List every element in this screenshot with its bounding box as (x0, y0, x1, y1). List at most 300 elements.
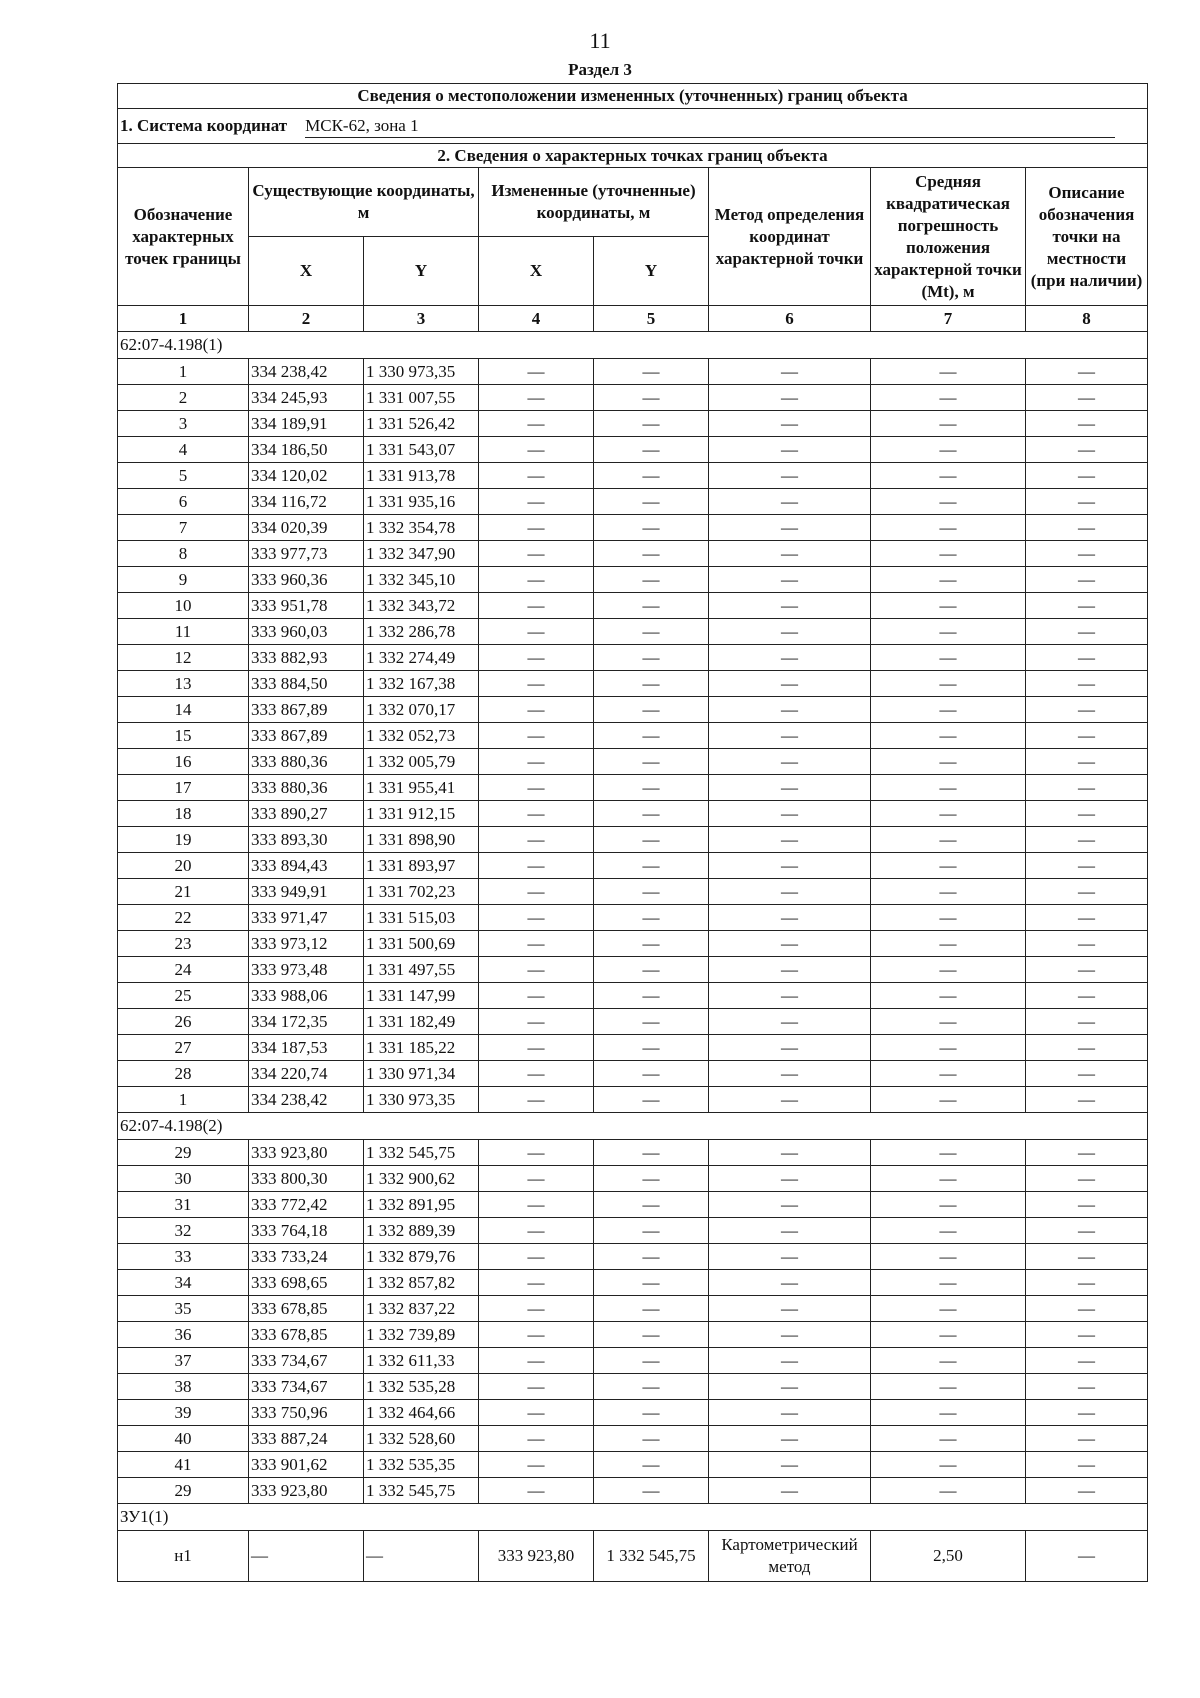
table-cell: — (871, 775, 1026, 801)
table-row (118, 931, 1148, 957)
table-cell: — (1026, 1087, 1148, 1113)
table-row (118, 983, 1148, 1009)
table-cell: 1 331 702,23 (364, 879, 479, 905)
table-cell: — (479, 385, 594, 411)
table-cell: — (709, 1218, 871, 1244)
table-cell: 333 960,03 (249, 619, 364, 645)
table-cell: 30 (118, 1166, 249, 1192)
table-cell: — (594, 1087, 709, 1113)
table-cell: — (479, 1061, 594, 1087)
table-cell: 1 331 500,69 (364, 931, 479, 957)
table-row (118, 827, 1148, 853)
table-cell: — (871, 905, 1026, 931)
table-cell: — (479, 1244, 594, 1270)
table-cell: 333 894,43 (249, 853, 364, 879)
table-cell: 1 331 935,16 (364, 489, 479, 515)
table-cell: 333 923,80 (479, 1531, 594, 1582)
table-cell: 40 (118, 1426, 249, 1452)
table-cell: 27 (118, 1035, 249, 1061)
table-cell: 14 (118, 697, 249, 723)
section-label: Раздел 3 (568, 60, 632, 79)
table-cell: — (871, 1166, 1026, 1192)
table-cell: — (1026, 1374, 1148, 1400)
table-title: Сведения о местоположении измененных (уточненных) границ объекта (118, 84, 1148, 109)
table-cell: — (1026, 437, 1148, 463)
table-cell: 9 (118, 567, 249, 593)
header-method: Метод определения координат характерной точки (709, 168, 871, 306)
table-cell: 21 (118, 879, 249, 905)
table-cell: 1 332 464,66 (364, 1400, 479, 1426)
table-cell: — (1026, 931, 1148, 957)
table-cell: — (594, 801, 709, 827)
table-cell: — (594, 697, 709, 723)
table-cell: 333 901,62 (249, 1452, 364, 1478)
table-row (118, 619, 1148, 645)
table-cell: 39 (118, 1400, 249, 1426)
table-cell: — (709, 385, 871, 411)
page-number: 11 (589, 28, 611, 53)
table-row (118, 1400, 1148, 1426)
table-cell: — (594, 541, 709, 567)
table-cell: — (871, 1087, 1026, 1113)
table-cell: 333 772,42 (249, 1192, 364, 1218)
table-cell: 1 331 913,78 (364, 463, 479, 489)
table-cell: 334 020,39 (249, 515, 364, 541)
table-cell: — (871, 1192, 1026, 1218)
table-cell: — (479, 1218, 594, 1244)
table-cell: — (1026, 1061, 1148, 1087)
table-cell: 38 (118, 1374, 249, 1400)
table-cell: 1 332 545,75 (364, 1140, 479, 1166)
table-cell: 13 (118, 671, 249, 697)
table-cell: — (709, 697, 871, 723)
table-cell: 4 (118, 437, 249, 463)
table-cell: — (709, 983, 871, 1009)
table-cell: 1 332 052,73 (364, 723, 479, 749)
table-cell: 333 880,36 (249, 749, 364, 775)
table-cell: — (1026, 775, 1148, 801)
table-cell: — (871, 1296, 1026, 1322)
table-cell: — (594, 385, 709, 411)
table-cell: 333 923,80 (249, 1478, 364, 1504)
table-cell: — (479, 1478, 594, 1504)
table-cell: — (871, 515, 1026, 541)
table-cell: 41 (118, 1452, 249, 1478)
table-row (118, 1296, 1148, 1322)
table-row (118, 541, 1148, 567)
table-cell: — (871, 1374, 1026, 1400)
table-cell: — (594, 1009, 709, 1035)
table-cell: — (479, 905, 594, 931)
table-cell: 333 893,30 (249, 827, 364, 853)
table-cell: — (594, 749, 709, 775)
table-cell: 1 332 889,39 (364, 1218, 479, 1244)
table-cell: — (871, 749, 1026, 775)
table-row (118, 593, 1148, 619)
table-cell: 32 (118, 1218, 249, 1244)
table-cell: — (1026, 1140, 1148, 1166)
table-cell: 1 332 274,49 (364, 645, 479, 671)
table-cell: — (594, 359, 709, 385)
table-cell: — (709, 1061, 871, 1087)
coordinate-system-value: МСК-62, зона 1 (305, 115, 1115, 138)
table-cell: — (1026, 801, 1148, 827)
table-cell: 1 330 971,34 (364, 1061, 479, 1087)
table-cell: — (871, 1009, 1026, 1035)
table-cell: — (479, 619, 594, 645)
table-row (118, 1192, 1148, 1218)
table-cell: — (479, 801, 594, 827)
table-cell: — (1026, 671, 1148, 697)
table-cell: — (479, 775, 594, 801)
table-cell: 35 (118, 1296, 249, 1322)
table-row (118, 905, 1148, 931)
table-cell: 31 (118, 1192, 249, 1218)
table-cell: — (594, 1244, 709, 1270)
table-row (118, 1218, 1148, 1244)
table-row (118, 1452, 1148, 1478)
table-cell: — (709, 671, 871, 697)
table-cell: — (709, 1478, 871, 1504)
table-cell: — (594, 671, 709, 697)
table-row (118, 801, 1148, 827)
table-cell: — (594, 1061, 709, 1087)
table-cell: — (709, 359, 871, 385)
table-cell: — (479, 1192, 594, 1218)
table-cell: — (709, 723, 871, 749)
table-cell: — (871, 463, 1026, 489)
table-row (118, 567, 1148, 593)
table-row (118, 775, 1148, 801)
table-cell: — (1026, 1426, 1148, 1452)
header-changed-coordinates: Измененные (уточненные) координаты, м (479, 168, 709, 237)
table-cell: 23 (118, 931, 249, 957)
table-cell: — (594, 983, 709, 1009)
table-cell: — (871, 1400, 1026, 1426)
column-number: 7 (871, 306, 1026, 332)
table-cell: — (709, 1192, 871, 1218)
table-cell: — (709, 1166, 871, 1192)
table-cell: — (1026, 723, 1148, 749)
table-cell: 334 187,53 (249, 1035, 364, 1061)
table-row (118, 489, 1148, 515)
table-cell: 334 189,91 (249, 411, 364, 437)
table-cell: — (1026, 1166, 1148, 1192)
table-cell: 1 331 497,55 (364, 957, 479, 983)
table-cell: — (1026, 1270, 1148, 1296)
table-cell: 1 332 611,33 (364, 1348, 479, 1374)
table-cell: — (709, 1400, 871, 1426)
table-cell: 333 890,27 (249, 801, 364, 827)
table-cell: 18 (118, 801, 249, 827)
table-cell: 24 (118, 957, 249, 983)
table-cell: — (871, 1218, 1026, 1244)
table-cell: — (709, 957, 871, 983)
table-cell: — (1026, 879, 1148, 905)
group-header: 62:07-4.198(2) (118, 1113, 1148, 1140)
table-cell: 334 238,42 (249, 1087, 364, 1113)
table-cell: — (479, 463, 594, 489)
table-cell: 2,50 (871, 1531, 1026, 1582)
table-cell: — (709, 801, 871, 827)
table-cell: — (479, 879, 594, 905)
table-cell: 17 (118, 775, 249, 801)
table-cell: — (479, 1270, 594, 1296)
table-cell: — (594, 1140, 709, 1166)
table-cell: — (479, 645, 594, 671)
table-cell: 11 (118, 619, 249, 645)
table-cell: — (709, 1270, 871, 1296)
table-cell: — (594, 593, 709, 619)
table-row (118, 1035, 1148, 1061)
table-cell: 1 332 354,78 (364, 515, 479, 541)
table-cell: 26 (118, 1009, 249, 1035)
table-cell: — (709, 541, 871, 567)
header-existing-coordinates: Существующие координаты, м (249, 168, 479, 237)
table-row (118, 749, 1148, 775)
table-cell: — (594, 1452, 709, 1478)
table-cell: 10 (118, 593, 249, 619)
table-cell: 333 973,48 (249, 957, 364, 983)
table-cell: — (1026, 1322, 1148, 1348)
coordinate-system-label: 1. Система координат (120, 115, 288, 135)
table-cell: — (709, 1296, 871, 1322)
table-cell: 1 332 545,75 (364, 1478, 479, 1504)
table-cell: — (594, 1374, 709, 1400)
table-cell: — (1026, 853, 1148, 879)
boundary-points-table (117, 83, 1148, 1582)
table-cell: 1 332 535,35 (364, 1452, 479, 1478)
table-cell: — (709, 1348, 871, 1374)
table-row (118, 359, 1148, 385)
table-cell: — (594, 827, 709, 853)
table-cell: — (594, 905, 709, 931)
table-cell: — (479, 931, 594, 957)
table-cell: — (594, 1348, 709, 1374)
table-cell: 22 (118, 905, 249, 931)
table-cell: — (594, 1218, 709, 1244)
table-cell: 334 186,50 (249, 437, 364, 463)
table-cell: — (709, 879, 871, 905)
table-cell: — (871, 489, 1026, 515)
table-cell: 1 331 185,22 (364, 1035, 479, 1061)
table-cell: — (594, 957, 709, 983)
column-number: 6 (709, 306, 871, 332)
table-cell: 333 734,67 (249, 1374, 364, 1400)
table-cell: — (871, 1061, 1026, 1087)
table-cell: 20 (118, 853, 249, 879)
table-cell: 1 (118, 359, 249, 385)
table-cell: — (871, 853, 1026, 879)
table-cell: — (709, 931, 871, 957)
table-cell: 334 238,42 (249, 359, 364, 385)
table-row (118, 1531, 1148, 1582)
table-cell: 7 (118, 515, 249, 541)
table-cell: 1 332 535,28 (364, 1374, 479, 1400)
table-cell: 333 923,80 (249, 1140, 364, 1166)
table-cell: — (479, 749, 594, 775)
table-cell: — (594, 645, 709, 671)
table-cell: — (1026, 1478, 1148, 1504)
group-header: ЗУ1(1) (118, 1504, 1148, 1531)
table-cell: — (479, 1009, 594, 1035)
table-cell: — (709, 1374, 871, 1400)
table-cell: 333 750,96 (249, 1400, 364, 1426)
table-cell: 1 331 543,07 (364, 437, 479, 463)
table-cell: — (1026, 619, 1148, 645)
table-cell: Картометрический метод (709, 1531, 871, 1582)
table-cell: — (479, 1452, 594, 1478)
table-row (118, 1140, 1148, 1166)
table-row (118, 1061, 1148, 1087)
table-cell: 1 331 147,99 (364, 983, 479, 1009)
table-cell: — (871, 437, 1026, 463)
table-cell: 19 (118, 827, 249, 853)
table-cell: — (709, 1322, 871, 1348)
table-cell: — (871, 593, 1026, 619)
table-cell: — (479, 515, 594, 541)
table-cell: — (1026, 515, 1148, 541)
table-cell: — (479, 853, 594, 879)
table-row (118, 671, 1148, 697)
table-cell: — (1026, 567, 1148, 593)
table-cell: — (1026, 385, 1148, 411)
table-cell: 16 (118, 749, 249, 775)
table-cell: 34 (118, 1270, 249, 1296)
table-cell: 1 331 898,90 (364, 827, 479, 853)
table-cell: — (1026, 1531, 1148, 1582)
table-cell: — (709, 749, 871, 775)
table-cell: — (709, 515, 871, 541)
table-cell: 333 678,85 (249, 1296, 364, 1322)
table-cell: — (1026, 1348, 1148, 1374)
table-cell: — (871, 801, 1026, 827)
table-cell: — (709, 1452, 871, 1478)
table-cell: — (594, 1322, 709, 1348)
table-cell: 334 220,74 (249, 1061, 364, 1087)
table-cell: — (709, 775, 871, 801)
table-cell: — (249, 1531, 364, 1582)
table-cell: — (479, 593, 594, 619)
table-cell: 1 332 837,22 (364, 1296, 479, 1322)
table-cell: 29 (118, 1478, 249, 1504)
table-cell: — (709, 1009, 871, 1035)
table-cell: 333 951,78 (249, 593, 364, 619)
table-cell: — (871, 827, 1026, 853)
column-number: 5 (594, 306, 709, 332)
table-cell: 333 977,73 (249, 541, 364, 567)
table-cell: — (479, 957, 594, 983)
table-cell: — (1026, 541, 1148, 567)
table-cell: 333 884,50 (249, 671, 364, 697)
table-cell: — (594, 489, 709, 515)
table-cell: — (1026, 1218, 1148, 1244)
table-cell: — (594, 853, 709, 879)
table-cell: — (479, 983, 594, 1009)
table-cell: 334 120,02 (249, 463, 364, 489)
table-cell: — (594, 619, 709, 645)
table-cell: — (1026, 1244, 1148, 1270)
table-cell: 1 331 182,49 (364, 1009, 479, 1035)
table-cell: — (709, 853, 871, 879)
column-number: 4 (479, 306, 594, 332)
table-cell: — (594, 723, 709, 749)
group-header: 62:07-4.198(1) (118, 332, 1148, 359)
table-row (118, 723, 1148, 749)
table-cell: 1 332 891,95 (364, 1192, 479, 1218)
table-row (118, 879, 1148, 905)
table-row (118, 853, 1148, 879)
table-cell: 29 (118, 1140, 249, 1166)
table-row (118, 1009, 1148, 1035)
table-cell: 1 332 857,82 (364, 1270, 479, 1296)
table-cell: 333 887,24 (249, 1426, 364, 1452)
table-row (118, 463, 1148, 489)
table-cell: 333 867,89 (249, 697, 364, 723)
table-row (118, 437, 1148, 463)
table-row (118, 411, 1148, 437)
table-cell: — (594, 1192, 709, 1218)
table-cell: — (871, 671, 1026, 697)
header-point-designation: Обозначение характерных точек границы (118, 168, 249, 306)
column-number: 2 (249, 306, 364, 332)
table-cell: — (479, 1166, 594, 1192)
table-cell: — (871, 697, 1026, 723)
table-cell: — (479, 1426, 594, 1452)
table-cell: 333 949,91 (249, 879, 364, 905)
table-cell: 333 764,18 (249, 1218, 364, 1244)
table-row (118, 645, 1148, 671)
table-cell: — (871, 1140, 1026, 1166)
table-cell: — (871, 411, 1026, 437)
table-cell: 1 331 526,42 (364, 411, 479, 437)
table-cell: 333 973,12 (249, 931, 364, 957)
table-cell: — (709, 645, 871, 671)
table-cell: 334 245,93 (249, 385, 364, 411)
table-cell: 25 (118, 983, 249, 1009)
table-cell: 1 331 515,03 (364, 905, 479, 931)
table-cell: — (1026, 1035, 1148, 1061)
table-row (118, 1374, 1148, 1400)
table-cell: 333 880,36 (249, 775, 364, 801)
table-cell: — (479, 1035, 594, 1061)
table-row (118, 1478, 1148, 1504)
table-cell: 333 698,65 (249, 1270, 364, 1296)
table-cell: 1 332 005,79 (364, 749, 479, 775)
table-cell: — (1026, 957, 1148, 983)
table-cell: — (871, 1322, 1026, 1348)
table-cell: — (709, 1426, 871, 1452)
table-cell: — (709, 1244, 871, 1270)
table-cell: — (1026, 593, 1148, 619)
table-cell: — (709, 489, 871, 515)
table-cell: 6 (118, 489, 249, 515)
table-row (118, 515, 1148, 541)
table-cell: 33 (118, 1244, 249, 1270)
table-cell: — (1026, 1296, 1148, 1322)
table-cell: — (594, 1035, 709, 1061)
header-changed-y: Y (594, 237, 709, 306)
table-cell: 333 988,06 (249, 983, 364, 1009)
table-cell: 15 (118, 723, 249, 749)
table-row (118, 1087, 1148, 1113)
table-cell: — (871, 1035, 1026, 1061)
table-cell: — (1026, 1400, 1148, 1426)
table-cell: — (594, 1270, 709, 1296)
table-cell: — (479, 1140, 594, 1166)
table-cell: — (364, 1531, 479, 1582)
table-cell: — (871, 385, 1026, 411)
